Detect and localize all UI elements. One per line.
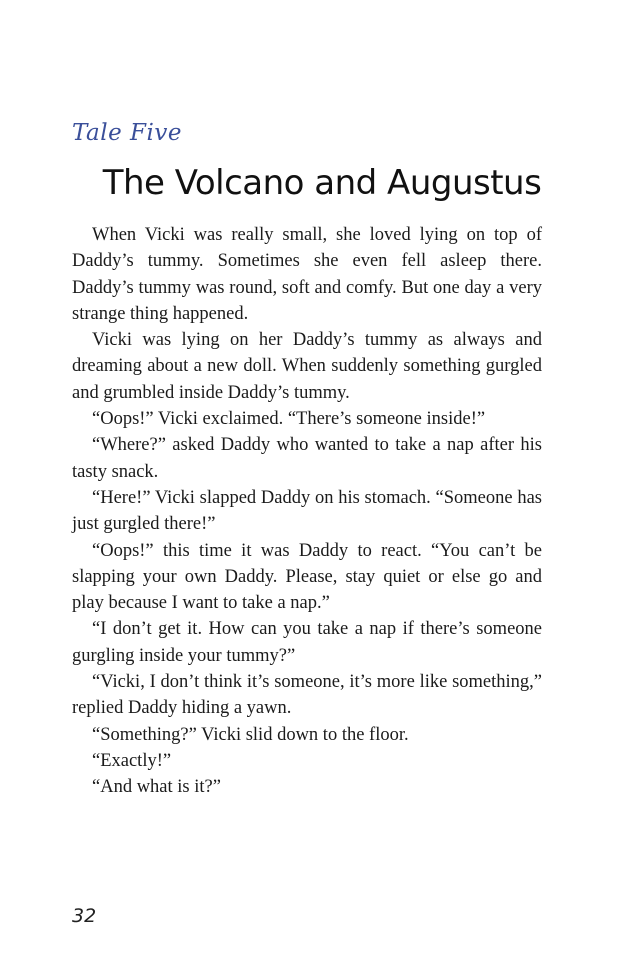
page-number: 32 (72, 905, 97, 927)
paragraph: “Exactly!” (92, 750, 172, 771)
chapter-title: The Volcano and Augustus (102, 163, 542, 203)
paragraph: “Here!” Vicki slapped Daddy on his stomach. “Someone has just gurgled there!” (72, 487, 542, 535)
paragraph: “Oops!” Vicki exclaimed. “There’s someone inside!” (92, 409, 486, 430)
paragraph: “Where?” asked Daddy who wanted to take a nap after his tasty snack. (72, 435, 542, 482)
story-text (72, 222, 542, 801)
paragraph: “And what is it?” (92, 777, 221, 798)
paragraph: Vicki was lying on her Daddy’s tummy as always and dreaming about a new doll. When suddenly something gurgled and grumbled inside Daddy’s tummy. (72, 330, 542, 403)
chapter-kicker: Tale Five (72, 120, 182, 146)
paragraph: “Oops!” this time it was Daddy to react. “You can’t be slapping your own Daddy. Please, stay quiet or else go and play because I want to take a nap.” (72, 540, 542, 614)
paragraph: “Vicki, I don’t think it’s someone, it’s more like something,” replied Daddy hiding a yawn. (72, 672, 542, 719)
paragraph: When Vicki was really small, she loved lying on top of Daddy’s tummy. Sometimes she even fell asleep there. Daddy’s tummy was round, soft and comfy. But one day a very strange thing happened. (72, 225, 542, 324)
paragraph: “I don’t get it. How can you take a nap if there’s someone gurgling inside your tummy?” (72, 619, 542, 666)
paragraph: “Something?” Vicki slid down to the floor. (92, 724, 409, 745)
